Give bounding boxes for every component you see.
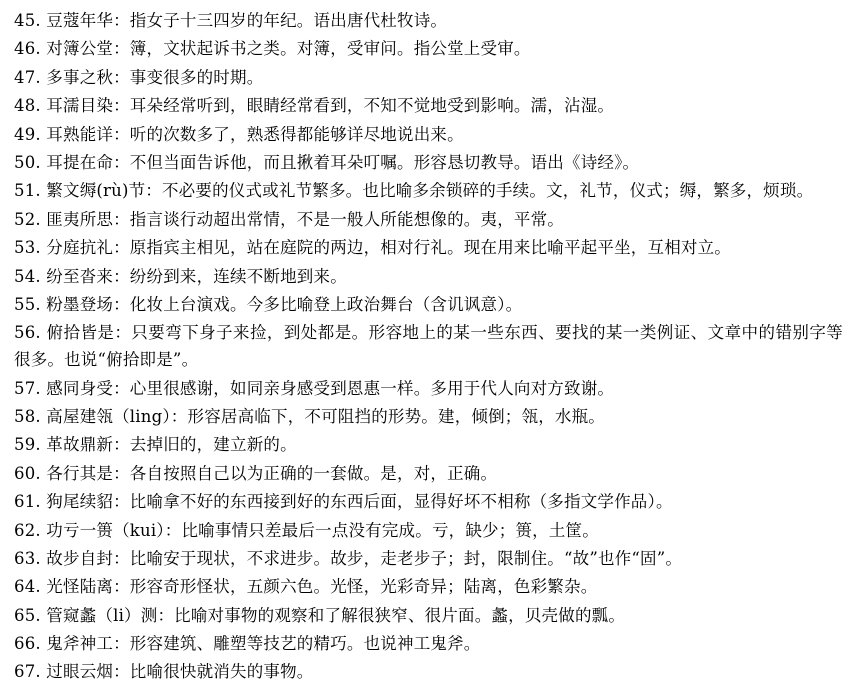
entry-text: 俯拾皆是：只要弯下身子来捡，到处都是。形容地上的某一些东西、要找的某一类例证、文章中的错别字等很多。也说“俯拾即是”。 [14, 323, 843, 370]
glossary-entry [14, 603, 843, 630]
entry-number: 65. [14, 605, 41, 625]
glossary-entry [14, 207, 843, 234]
entry-number: 62. [14, 520, 41, 540]
entry-text: 管窥蠡（li）测：比喻对事物的观察和了解很狭窄、很片面。蠡，贝壳做的瓢。 [46, 605, 626, 625]
entry-number: 48. [14, 96, 41, 116]
glossary-entry [14, 574, 843, 601]
glossary-entry [14, 93, 843, 120]
entry-number: 54. [14, 266, 41, 286]
entry-number: 52. [14, 209, 41, 229]
glossary-entry [14, 65, 843, 92]
entry-text: 光怪陆离：形容奇形怪状，五颜六色。光怪，光彩奇异；陆离，色彩繁杂。 [46, 577, 598, 597]
entry-text: 分庭抗礼：原指宾主相见，站在庭院的两边，相对行礼。现在用来比喻平起平坐，互相对立。 [46, 238, 731, 258]
glossary-entry [14, 36, 843, 63]
entry-text: 各行其是：各自按照自己以为正确的一套做。是，对，正确。 [46, 463, 498, 483]
entry-number: 57. [14, 378, 41, 398]
entry-text: 高屋建瓴（ling）：形容居高临下，不可阻挡的形势。建，倾倒；瓴，水瓶。 [46, 406, 605, 426]
glossary-entry [14, 489, 843, 516]
entry-number: 50. [14, 152, 41, 172]
glossary-entry [14, 8, 843, 35]
entry-text: 耳熟能详：听的次数多了，熟悉得都能够详尽地说出来。 [46, 124, 464, 144]
glossary-entry [14, 264, 843, 291]
entry-text: 豆蔻年华：指女子十三四岁的年纪。语出唐代杜牧诗。 [46, 11, 448, 30]
glossary-entry [14, 235, 843, 262]
entry-number: 47. [14, 67, 41, 87]
entry-number: 63. [14, 548, 41, 568]
glossary-entry [14, 320, 843, 374]
entry-number: 67. [14, 662, 41, 682]
entry-list [14, 8, 843, 686]
entry-number: 51. [14, 181, 41, 201]
entry-number: 64. [14, 577, 41, 597]
entry-text: 鬼斧神工：形容建筑、雕塑等技艺的精巧。也说神工鬼斧。 [46, 634, 481, 654]
entry-text: 狗尾续貂：比喻拿不好的东西接到好的东西后面，显得好坏不相称（多指文学作品）。 [46, 492, 673, 512]
entry-number: 60. [14, 463, 41, 483]
entry-text: 匪夷所思：指言谈行动超出常情，不是一般人所能想像的。夷，平常。 [46, 209, 564, 229]
entry-number: 45. [14, 11, 41, 30]
glossary-entry [14, 376, 843, 403]
glossary-entry [14, 178, 843, 205]
glossary-entry [14, 461, 843, 488]
glossary-entry [14, 631, 843, 658]
glossary-entry [14, 292, 843, 319]
glossary-entry [14, 404, 843, 431]
entry-text: 故步自封：比喻安于现状，不求进步。故步，走老步子；封，限制住。“故”也作“固”。 [46, 548, 683, 568]
entry-text: 多事之秋：事变很多的时期。 [46, 67, 264, 87]
entry-text: 革故鼎新：去掉旧的，建立新的。 [46, 435, 297, 455]
entry-text: 过眼云烟：比喻很快就消失的事物。 [46, 662, 314, 682]
entry-text: 对簿公堂：簿，文状起诉书之类。对簿，受审问。指公堂上受审。 [46, 39, 531, 59]
entry-text: 耳提在命：不但当面告诉他，而且揪着耳朵叮嘱。形容恳切教导。语出《诗经》。 [46, 152, 640, 172]
entry-text: 耳濡目染：耳朵经常听到，眼睛经常看到，不知不觉地受到影响。濡，沾湿。 [46, 96, 615, 116]
entry-number: 66. [14, 634, 41, 654]
entry-number: 53. [14, 238, 41, 258]
entry-number: 55. [14, 294, 41, 314]
glossary-entry [14, 546, 843, 573]
entry-number: 49. [14, 124, 41, 144]
entry-number: 59. [14, 435, 41, 455]
entry-number: 56. [14, 323, 41, 343]
glossary-entry [14, 150, 843, 177]
glossary-entry [14, 432, 843, 459]
glossary-entry [14, 122, 843, 149]
entry-number: 61. [14, 492, 41, 512]
entry-number: 58. [14, 406, 41, 426]
glossary-entry [14, 518, 843, 545]
glossary-entry [14, 659, 843, 686]
entry-text: 繁文缛(rù)节：不必要的仪式或礼节繁多。也比喻多余锁碎的手续。文，礼节，仪式；缛，繁多，烦琐。 [46, 181, 814, 201]
entry-text: 功亏一篑（kui）：比喻事情只差最后一点没有完成。亏，缺少；篑，土筐。 [46, 520, 599, 540]
entry-number: 46. [14, 39, 41, 59]
entry-text: 感同身受：心里很感谢，如同亲身感受到恩惠一样。多用于代人向对方致谢。 [46, 378, 615, 398]
entry-text: 粉墨登场：化妆上台演戏。今多比喻登上政治舞台（含讥讽意）。 [46, 294, 523, 314]
entry-text: 纷至沓来：纷纷到来，连续不断地到来。 [46, 266, 347, 286]
